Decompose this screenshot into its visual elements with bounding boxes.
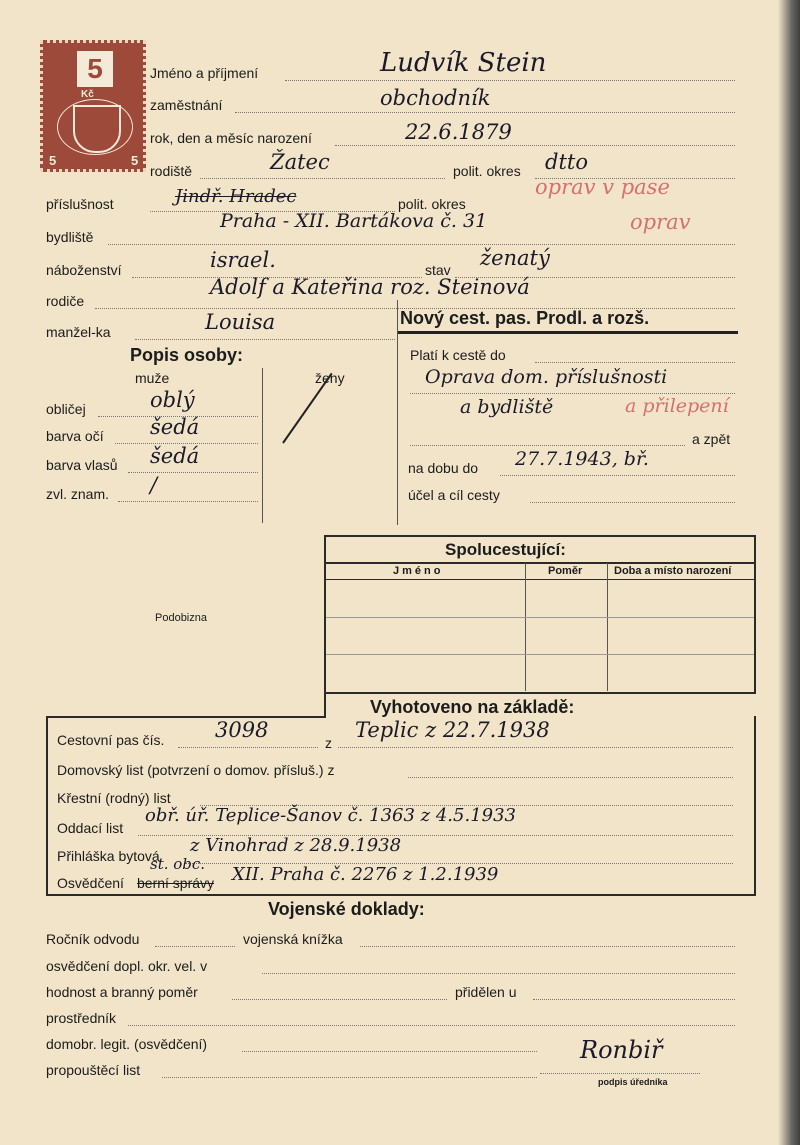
parents-label: rodiče — [46, 293, 85, 309]
marks-value: / — [150, 473, 158, 497]
assigned-label: přidělen u — [455, 984, 517, 1000]
home-label: Domovský list (potvrzení o domov. přísluš.) z — [57, 762, 335, 778]
description-title: Popis osoby: — [130, 345, 244, 365]
return-label: a zpět — [692, 431, 731, 447]
valid-line-1 — [535, 362, 735, 363]
face-value: oblý — [150, 388, 195, 412]
female-struck-line — [282, 373, 332, 444]
basis-title: Vyhotoveno na základě: — [370, 697, 575, 717]
companions-col-1 — [525, 563, 526, 691]
occupation-value: obchodník — [380, 86, 491, 110]
companions-header-bottom — [326, 579, 754, 580]
name-value: Ludvík Stein — [380, 48, 547, 78]
cert-struck: berní správy — [137, 875, 215, 891]
male-column-label: muže — [135, 370, 170, 386]
period-line — [500, 475, 735, 476]
dob-line — [335, 145, 735, 146]
marks-line — [118, 501, 258, 502]
legion-label: domobr. legit. (osvědčení) — [46, 1036, 208, 1052]
passport-header: Nový cest. pas. Prodl. a rozš. — [400, 308, 650, 328]
residence-label: bydliště — [46, 229, 94, 245]
citizenship-value: Jindř. Hradec — [175, 186, 297, 207]
cert-military-label: osvědčení dopl. okr. vel. v — [46, 958, 208, 974]
pass-number: 3098 — [215, 718, 269, 742]
eyes-value: šedá — [150, 415, 200, 439]
stamp-value: 5 — [77, 51, 113, 87]
cert-over: st. obc. — [150, 855, 206, 873]
status-value: ženatý — [480, 246, 550, 270]
book-line — [360, 946, 735, 947]
dob-value: 22.6.1879 — [405, 120, 512, 144]
marriage-value: obř. úř. Teplice-Šanov č. 1363 z 4.5.1933 — [145, 805, 517, 826]
description-column-divider — [262, 368, 263, 523]
section-divider — [397, 300, 398, 525]
birth-label: Křestní (rodný) list — [57, 790, 171, 806]
name-label: Jméno a příjmení — [150, 65, 259, 81]
spouse-label: manžel-ka — [46, 324, 111, 340]
revenue-stamp — [40, 40, 146, 172]
pass-z: z — [325, 735, 332, 751]
birthplace-value: Žatec — [270, 150, 330, 174]
citizenship-label: příslušnost — [46, 196, 114, 212]
parents-value: Adolf a Kateřina roz. Steinová — [210, 275, 530, 299]
col-birth: Doba a místo narození — [614, 565, 732, 577]
hair-value: šedá — [150, 444, 200, 468]
registration-label: Přihláška bytová — [57, 848, 160, 864]
companions-row-2 — [326, 654, 754, 655]
passport-header-rule — [398, 331, 738, 334]
year-label: Ročník odvodu — [46, 931, 140, 947]
district-value: dtto — [545, 150, 588, 174]
marks-label: zvl. znam. — [46, 486, 110, 502]
cert-label: Osvědčení — [57, 875, 124, 891]
book-label: vojenská knížka — [243, 931, 343, 947]
assigned-line — [533, 999, 735, 1000]
basis-step — [324, 688, 326, 718]
stamp-corner-right: 5 — [131, 153, 139, 168]
valid-line-2 — [410, 393, 735, 394]
registration-value: z Vinohrad z 28.9.1938 — [190, 835, 402, 856]
spouse-value: Louisa — [205, 310, 276, 334]
valid-value-1: Oprava dom. příslušnosti — [425, 366, 668, 388]
status-label: stav — [425, 262, 451, 278]
birthplace-line — [200, 178, 445, 179]
correction-note-2: oprav — [630, 210, 691, 234]
hair-label: barva vlasů — [46, 457, 118, 473]
return-line — [410, 445, 685, 446]
reservist-label: prostředník — [46, 1010, 117, 1026]
face-label: obličej — [46, 401, 86, 417]
discharge-line — [162, 1077, 537, 1078]
companions-row-1 — [326, 617, 754, 618]
pass-from-line — [338, 747, 733, 748]
occupation-label: zaměstnání — [150, 97, 223, 113]
purpose-label: účel a cíl cesty — [408, 487, 500, 503]
signature-label: podpis úředníka — [598, 1077, 668, 1087]
stamp-currency: Kč — [81, 89, 94, 100]
hair-line — [128, 472, 258, 473]
basis-top-left — [46, 716, 326, 718]
valid-value-2: a bydliště — [460, 396, 554, 418]
col-name: Jméno — [393, 565, 444, 577]
official-signature: Ronbiř — [580, 1036, 663, 1064]
cert-value: XII. Praha č. 2276 z 1.2.1939 — [232, 864, 499, 885]
rank-line — [232, 999, 447, 1000]
residence-line — [108, 244, 735, 245]
period-label: na dobu do — [408, 460, 479, 476]
dob-label: rok, den a měsíc narození — [150, 130, 312, 146]
home-line — [408, 777, 733, 778]
valid-red-note: a přilepení — [625, 395, 729, 417]
district-label: polit. okres — [453, 163, 521, 179]
cert-military-line — [262, 973, 735, 974]
year-line — [155, 946, 235, 947]
pass-value: Teplic z 22.7.1938 — [355, 718, 550, 742]
legion-line — [242, 1051, 537, 1052]
spouse-line — [135, 339, 395, 340]
military-title: Vojenské doklady: — [268, 899, 425, 919]
period-value: 27.7.1943, bř. — [515, 448, 649, 470]
col-relation: Poměr — [548, 565, 583, 577]
pass-label: Cestovní pas čís. — [57, 732, 165, 748]
religion-label: náboženství — [46, 262, 122, 278]
photo-label: Podobizna — [155, 612, 207, 624]
companions-col-2 — [607, 563, 608, 691]
companions-title: Spolucestující: — [445, 540, 566, 559]
occupation-line — [235, 112, 735, 113]
purpose-line — [530, 502, 735, 503]
marriage-label: Oddací list — [57, 820, 124, 836]
religion-value: israel. — [210, 248, 276, 272]
signature-line — [540, 1073, 700, 1074]
correction-note-1: oprav v pase — [535, 175, 670, 199]
valid-label: Platí k cestě do — [410, 347, 506, 363]
female-column-label: ženy — [315, 370, 345, 386]
lion-shield-icon — [73, 105, 121, 153]
birthplace-label: rodiště — [150, 163, 193, 179]
eyes-label: barva očí — [46, 428, 104, 444]
page-edge-shadow — [778, 0, 800, 1145]
reservist-line — [128, 1025, 735, 1026]
companions-header-top — [326, 562, 754, 564]
district2-label: polit. okres — [398, 196, 466, 212]
pass-line — [178, 747, 318, 748]
rank-label: hodnost a branný poměr — [46, 984, 198, 1000]
residence-value: Praha - XII. Bartákova č. 31 — [220, 210, 488, 232]
stamp-corner-left: 5 — [49, 153, 57, 168]
discharge-label: propouštěcí list — [46, 1062, 141, 1078]
name-line — [285, 80, 735, 81]
